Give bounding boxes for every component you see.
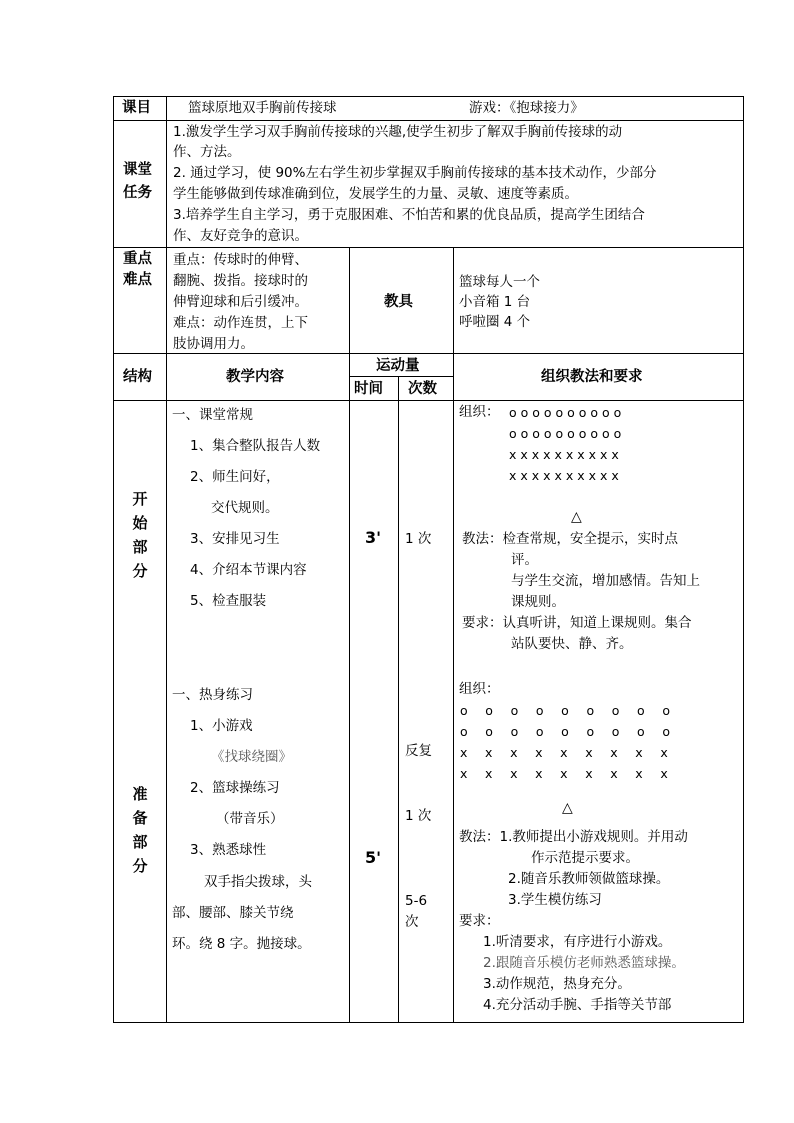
tasks-label-2: 任务 bbox=[123, 185, 152, 201]
section-start-label-1: 开 bbox=[132, 490, 148, 508]
task-line-4: 学生能够做到传球准确到位，发展学生的力量、灵敏、速度等素质。 bbox=[173, 186, 578, 202]
warmup-formation-row-4: x x x x x x x x x bbox=[460, 766, 669, 781]
tasks-label-1: 课堂 bbox=[123, 162, 152, 178]
warmup-formation-row-1: o o o o o o o o o bbox=[460, 703, 671, 718]
col-divider-keypoints bbox=[349, 247, 350, 1023]
keypoints-label-1: 重点 bbox=[123, 251, 152, 267]
equipment-line-1: 篮球每人一个 bbox=[459, 274, 540, 290]
start-formation-row-4: x x x x x x x x x x bbox=[509, 468, 619, 483]
warmup-time: 5' bbox=[365, 848, 382, 867]
equipment-line-2: 小音箱 1 台 bbox=[459, 294, 531, 310]
warmup-org-label: 组织： bbox=[459, 681, 500, 697]
section-warmup-label-4: 分 bbox=[132, 857, 148, 875]
col-header-method: 组织教法和要求 bbox=[541, 369, 643, 385]
warmup-count-2: 1 次 bbox=[405, 808, 432, 824]
start-formation-row-2: o o o o o o o o o o bbox=[509, 426, 622, 441]
warmup-content-3: 《找球绕圈》 bbox=[211, 749, 292, 765]
start-content-5: 3、安排见习生 bbox=[190, 531, 280, 547]
warmup-count-1: 反复 bbox=[405, 743, 432, 759]
equipment-label: 教具 bbox=[384, 294, 413, 310]
keypoints-label-2: 难点 bbox=[123, 272, 152, 288]
task-line-1: 1.激发学生学习双手胸前传接球的兴趣,使学生初步了解双手胸前传接球的动 bbox=[173, 124, 623, 140]
col-header-content: 教学内容 bbox=[226, 369, 284, 385]
col-divider-label bbox=[166, 96, 167, 1023]
start-org-label: 组织： bbox=[459, 404, 500, 420]
col-header-load: 运动量 bbox=[376, 358, 420, 374]
task-line-5: 3.培养学生自主学习，勇于克服困难、不怕苦和累的优良品质，提高学生团结合 bbox=[173, 207, 645, 223]
warmup-content-8: 部、腰部、膝关节绕 bbox=[172, 905, 294, 921]
table-border-top bbox=[113, 96, 744, 97]
start-method-1: 教法：检查常规，安全提示，实时点 bbox=[462, 531, 678, 547]
start-count: 1 次 bbox=[405, 531, 432, 547]
col-header-structure: 结构 bbox=[123, 369, 152, 385]
table-border-bottom bbox=[113, 1022, 744, 1023]
warmup-content-7: 双手指尖拨球，头 bbox=[204, 874, 312, 890]
section-warmup-label-3: 部 bbox=[132, 833, 148, 851]
keypoint-line-4: 难点：动作连贯，上下 bbox=[173, 315, 308, 331]
warmup-content-9: 环。绕 8 字。抛接球。 bbox=[172, 936, 311, 952]
warmup-content-6: 3、熟悉球性 bbox=[190, 842, 267, 858]
start-method-4: 课规则。 bbox=[511, 594, 565, 610]
warmup-method-4: 3.学生模仿练习 bbox=[508, 892, 602, 908]
keypoint-line-2: 翻腕、拨指。接球时的 bbox=[173, 273, 308, 289]
start-content-4: 交代规则。 bbox=[211, 500, 279, 516]
warmup-method-8: 3.动作规范，热身充分。 bbox=[483, 976, 631, 992]
game-title: 游戏：《抱球接力》 bbox=[469, 100, 584, 116]
col-divider-time bbox=[398, 376, 399, 1023]
table-border-right bbox=[743, 96, 744, 1023]
start-formation-row-3: x x x x x x x x x x bbox=[509, 447, 619, 462]
col-header-count: 次数 bbox=[408, 381, 437, 397]
start-content-1: 一、课堂常规 bbox=[172, 407, 253, 423]
warmup-count-3: 5-6 bbox=[405, 893, 428, 909]
section-warmup-label-1: 准 bbox=[132, 785, 148, 803]
row-divider-4 bbox=[349, 376, 453, 377]
warmup-count-4: 次 bbox=[405, 914, 419, 930]
keypoint-line-3: 伸臂迎球和后引缓冲。 bbox=[173, 294, 308, 310]
start-time: 3' bbox=[365, 528, 382, 547]
task-line-6: 作、友好竞争的意识。 bbox=[173, 228, 308, 244]
start-method-3: 与学生交流，增加感情。告知上 bbox=[511, 573, 700, 589]
start-content-7: 5、检查服装 bbox=[190, 593, 267, 609]
section-start-label-4: 分 bbox=[132, 562, 148, 580]
start-method-6: 站队要快、静、齐。 bbox=[511, 636, 633, 652]
warmup-method-5: 要求： bbox=[459, 913, 500, 929]
warmup-method-6: 1.听清要求，有序进行小游戏。 bbox=[483, 934, 672, 950]
start-content-6: 4、介绍本节课内容 bbox=[190, 562, 307, 578]
task-line-3: 2. 通过学习，使 90%左右学生初步掌握双手胸前传接球的基本技术动作，少部分 bbox=[173, 165, 657, 181]
start-method-2: 评。 bbox=[511, 552, 538, 568]
warmup-formation-row-2: o o o o o o o o o bbox=[460, 724, 671, 739]
subject-label: 课目 bbox=[122, 100, 151, 116]
keypoint-line-5: 肢协调用力。 bbox=[173, 336, 254, 352]
col-header-time: 时间 bbox=[354, 381, 383, 397]
task-line-2: 作、方法。 bbox=[173, 144, 241, 160]
row-divider-1 bbox=[113, 120, 744, 121]
warmup-method-2: 作示范提示要求。 bbox=[531, 850, 639, 866]
warmup-content-4: 2、篮球操练习 bbox=[190, 780, 280, 796]
start-formation-row-1: o o o o o o o o o o bbox=[509, 405, 622, 420]
warmup-content-5: （带音乐） bbox=[216, 811, 284, 827]
subject-title: 篮球原地双手胸前传接球 bbox=[188, 100, 337, 116]
start-teacher-triangle-icon: △ bbox=[571, 509, 582, 525]
warmup-method-9: 4.充分活动手腕、手指等关节部 bbox=[483, 997, 672, 1013]
section-start-label-2: 始 bbox=[132, 514, 148, 532]
table-border-left bbox=[113, 96, 114, 1023]
warmup-method-1: 教法：1.教师提出小游戏规则。并用动 bbox=[459, 829, 688, 845]
col-divider-method bbox=[453, 247, 454, 1023]
section-warmup-label-2: 备 bbox=[132, 809, 148, 827]
start-content-2: 1、集合整队报告人数 bbox=[190, 438, 321, 454]
row-divider-2 bbox=[113, 247, 744, 248]
warmup-formation-row-3: x x x x x x x x x bbox=[460, 745, 669, 760]
keypoint-line-1: 重点：传球时的伸臂、 bbox=[173, 252, 308, 268]
start-content-3: 2、师生问好， bbox=[190, 469, 280, 485]
row-divider-5 bbox=[113, 400, 744, 401]
warmup-method-3: 2.随音乐教师领做篮球操。 bbox=[508, 871, 670, 887]
equipment-line-3: 呼啦圈 4 个 bbox=[459, 314, 531, 330]
warmup-content-2: 1、小游戏 bbox=[190, 718, 253, 734]
section-start-label-3: 部 bbox=[132, 538, 148, 556]
warmup-teacher-triangle-icon: △ bbox=[562, 800, 573, 816]
warmup-content-1: 一、热身练习 bbox=[172, 687, 253, 703]
start-method-5: 要求：认真听讲，知道上课规则。集合 bbox=[462, 615, 692, 631]
warmup-method-7: 2.跟随音乐模仿老师熟悉篮球操。 bbox=[483, 955, 685, 971]
